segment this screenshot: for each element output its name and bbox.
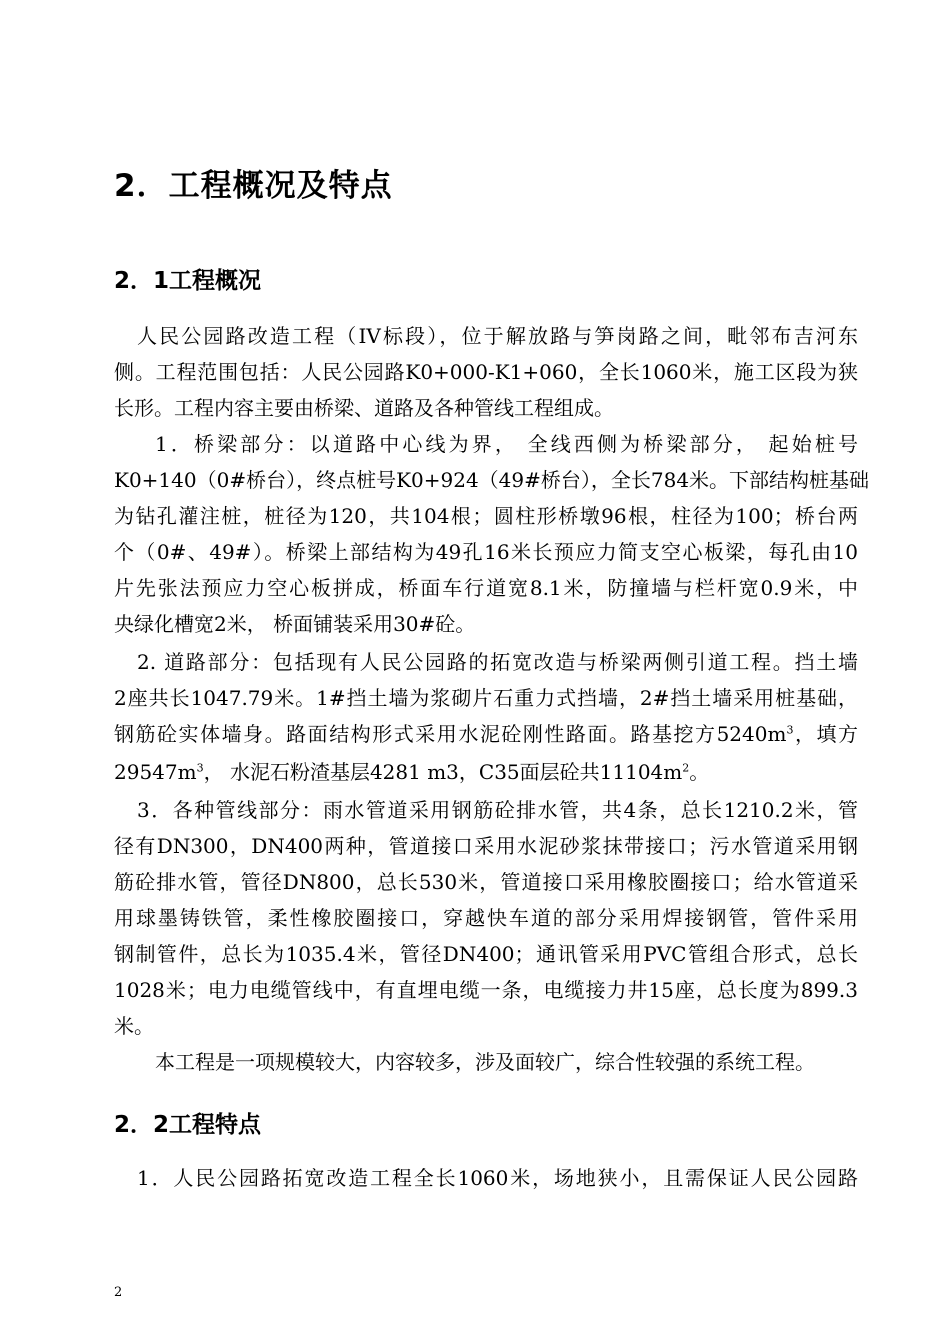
paragraph-line: 人民公园路改造工程（IV标段），位于解放路与笋岗路之间，毗邻布吉河东 (137, 324, 858, 348)
paragraph-line (114, 722, 858, 746)
line-text: 29547m (114, 760, 197, 784)
page-number: 2 (114, 1285, 123, 1300)
superscript: 3 (786, 723, 794, 737)
section-heading-features: 2．2工程特点 (114, 1112, 262, 1138)
line-text: 。 (689, 760, 710, 784)
paragraph-line (114, 760, 858, 784)
paragraph-line: 3．各种管线部分：雨水管道采用钢筋砼排水管，共4条，总长1210.2米，管 (137, 798, 858, 822)
paragraph-line: 1028米；电力电缆管线中，有直埋电缆一条，电缆接力井15座，总长度为899.3 (114, 978, 858, 1002)
paragraph-line: 个（0#、49#）。桥梁上部结构为49孔16米长预应力简支空心板梁，每孔由10 (114, 540, 858, 564)
paragraph-line: 用球墨铸铁管，柔性橡胶圈接口，穿越快车道的部分采用焊接钢管，管件采用 (114, 906, 858, 930)
superscript: 3 (196, 761, 204, 775)
superscript: 2 (682, 761, 690, 775)
paragraph-line: 2. 道路部分：包括现有人民公园路的拓宽改造与桥梁两侧引道工程。挡土墙 (137, 650, 858, 674)
paragraph-line: 长形。工程内容主要由桥梁、道路及各种管线工程组成。 (114, 396, 614, 420)
paragraph-line: 2座共长1047.79米。1#挡土墙为浆砌片石重力式挡墙，2#挡土墙采用桩基础， (114, 686, 858, 710)
paragraph-line: 钢制管件，总长为1035.4米，管径DN400；通讯管采用PVC管组合形式，总长 (114, 942, 858, 966)
line-text: ， 水泥石粉渣基层4281 m3，C35面层砼共11104m (203, 760, 683, 784)
section-heading-overview: 2．1工程概况 (114, 268, 262, 294)
paragraph-line: K0+140（0#桥台），终点桩号K0+924（49#桥台），全长784米。下部结构桩基础 (114, 468, 870, 492)
paragraph-line: 本工程是一项规模较大，内容较多，涉及面较广，综合性较强的系统工程。 (155, 1050, 815, 1074)
paragraph-line: 径有DN300，DN400两种，管道接口采用水泥砂浆抹带接口；污水管道采用钢 (114, 834, 858, 858)
paragraph-line: 侧。工程范围包括：人民公园路K0+000-K1+060，全长1060米，施工区段为狭 (114, 360, 858, 384)
paragraph-line: 1．人民公园路拓宽改造工程全长1060米，场地狭小，且需保证人民公园路 (137, 1166, 858, 1190)
paragraph-line: 米。 (114, 1014, 154, 1038)
line-text: ，填方 (793, 722, 858, 746)
paragraph-line: 筋砼排水管，管径DN800，总长530米，管道接口采用橡胶圈接口；给水管道采 (114, 870, 858, 894)
paragraph-line: 片先张法预应力空心板拼成，桥面车行道宽8.1米，防撞墙与栏杆宽0.9米，中 (114, 576, 858, 600)
line-text: 钢筋砼实体墙身。路面结构形式采用水泥砼刚性路面。路基挖方5240m (114, 722, 787, 746)
chapter-heading: 2．工程概况及特点 (114, 168, 393, 204)
paragraph-line: 央绿化槽宽2米， 桥面铺装采用30#砼。 (114, 612, 476, 636)
paragraph-line: 为钻孔灌注桩，桩径为120，共104根；圆柱形桥墩96根，柱径为100；桥台两 (114, 504, 858, 528)
paragraph-line: 1．桥梁部分：以道路中心线为界， 全线西侧为桥梁部分， 起始桩号 (155, 432, 858, 456)
